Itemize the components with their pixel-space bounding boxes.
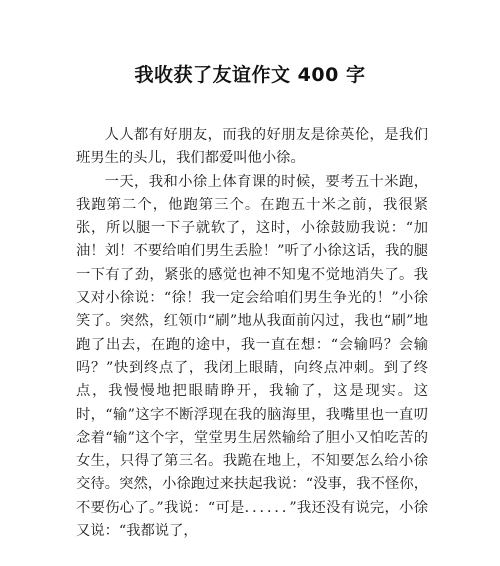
document-title: 我收获了友谊作文 400 字 xyxy=(134,64,366,86)
paragraph: 一天，我和小徐上体育课的时候，要考五十米跑，我跑第二个，他跑第三个。在跑五十米之前，我很紧张，所以腿一下子就软了，这时，小徐鼓励我说：“加油！刘！不要给咱们男生丢脸！”听了小徐这话，我的腿一下有了劲，紧张的感觉也神不知鬼不觉地消失了。我又对小徐说：“徐！我一定会给咱们男生争光的！”小徐笑了。突然，红领巾“刷”地从我面前闪过，我也“刷”地跑了出去，在跑的途中，我一直在想：“会输吗？会输吗？”快到终点了，我闭上眼睛，向终点冲刺。到了终点，我慢慢地把眼睛睁开，我输了，这是现实。这时，“输”这字不断浮现在我的脑海里，我嘴里也一直叨念着“输”这个字，堂堂男生居然输给了胆小又怕吃苦的女生，只得了第三名。我跪在地上，不知要怎么给小徐交待。突然，小徐跑过来扶起我说：“没事，我不怪你，不要伤心了。”我说：“可是．．．．．．”我还没有说完，小徐又说：“我都说了， xyxy=(76,173,428,540)
paragraph: 人人都有好朋友，而我的好朋友是徐英伦，是我们班男生的头儿，我们都爱叫他小徐。 xyxy=(76,127,428,167)
document-body xyxy=(76,124,428,543)
